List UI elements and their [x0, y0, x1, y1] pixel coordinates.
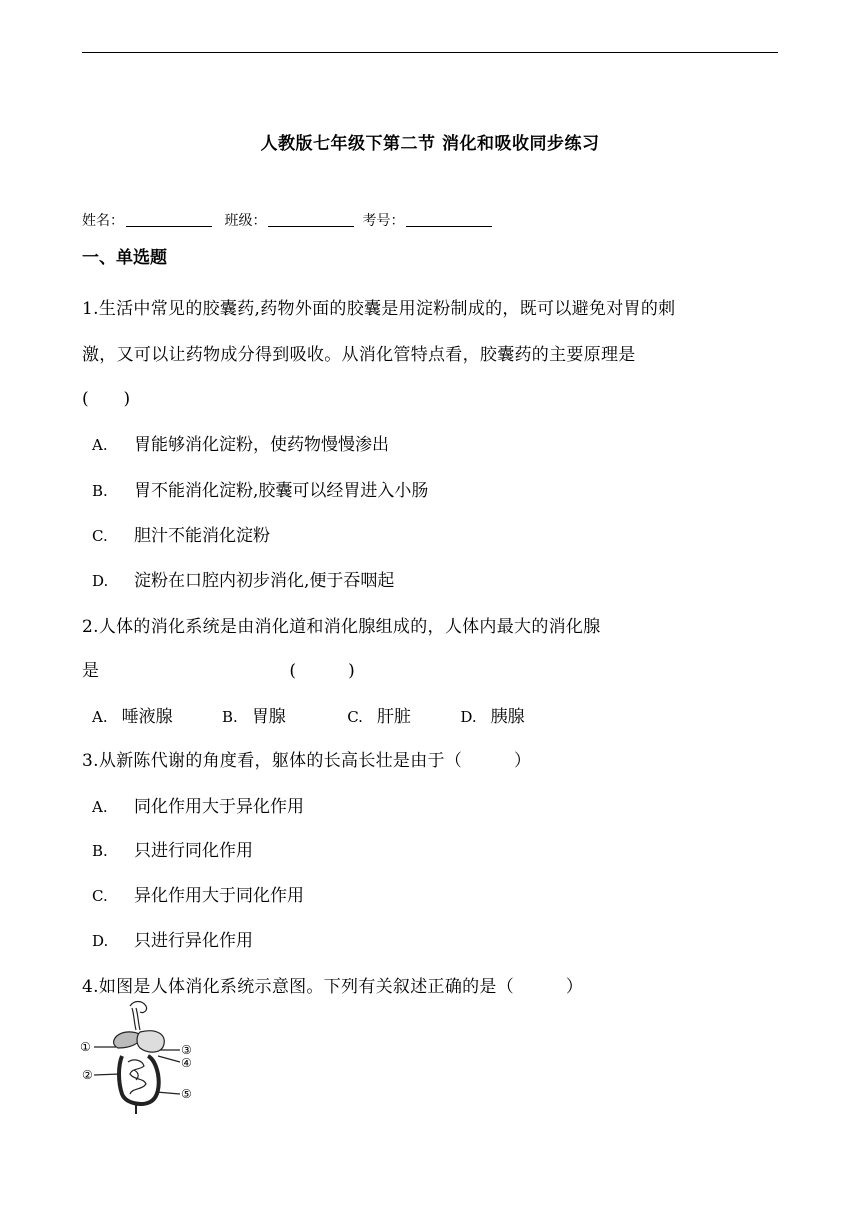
option-text: 只进行同化作用	[134, 841, 253, 861]
class-blank[interactable]	[268, 212, 354, 227]
option-label: D.	[92, 932, 109, 950]
section-title: 一、单选题	[82, 248, 167, 268]
option-label: C.	[347, 708, 363, 726]
option-label: B.	[92, 482, 108, 500]
option-text: 淀粉在口腔内初步消化,便于吞咽起	[134, 571, 395, 591]
option-text: 异化作用大于同化作用	[134, 886, 304, 906]
option-text: 肝脏	[376, 707, 411, 727]
q1-stem-line1: 1.生活中常见的胶囊药,药物外面的胶囊是用淀粉制成的，既可以避免对胃的刺	[82, 299, 676, 319]
q1-option-d[interactable]	[92, 566, 394, 591]
student-info-line	[82, 210, 500, 230]
q2-options-row	[92, 702, 569, 727]
q3-option-d[interactable]	[92, 926, 253, 951]
q2-stem-line2	[82, 656, 355, 681]
digestive-system-diagram	[78, 1000, 198, 1118]
exam-label: 考号：	[362, 213, 405, 229]
q1-option-a[interactable]	[92, 430, 389, 455]
q2-option-c[interactable]	[347, 707, 433, 727]
q2-option-b[interactable]	[222, 707, 308, 727]
q2-stem-line2-start: 是	[82, 661, 100, 681]
diagram-label-2: ②	[82, 1068, 93, 1082]
option-text: 胰腺	[490, 707, 525, 727]
option-label: A.	[92, 436, 108, 454]
option-text: 同化作用大于异化作用	[134, 797, 304, 817]
option-text: 胃能够消化淀粉，使药物慢慢渗出	[134, 435, 389, 455]
exam-blank[interactable]	[406, 212, 492, 227]
q3-stem-line1: 3.从新陈代谢的角度看，躯体的长高长壮是由于（ ）	[82, 751, 532, 771]
option-label: B.	[92, 842, 108, 860]
option-text: 胆汁不能消化淀粉	[134, 526, 270, 546]
option-label: B.	[222, 708, 238, 726]
name-blank[interactable]	[126, 212, 212, 227]
diagram-label-1: ①	[80, 1040, 91, 1054]
option-text: 只进行异化作用	[134, 931, 253, 951]
option-label: A.	[92, 798, 108, 816]
q1-option-b[interactable]	[92, 476, 428, 501]
header-rule	[82, 52, 778, 53]
class-label: 班级：	[224, 213, 267, 229]
option-label: C.	[92, 887, 108, 905]
name-label: 姓名：	[82, 213, 124, 229]
q3-option-c[interactable]	[92, 881, 304, 906]
q1-stem-line2: 激，又可以让药物成分得到吸收。从消化管特点看，胶囊药的主要原理是	[82, 345, 636, 365]
option-label: D.	[460, 708, 477, 726]
option-text: 胃腺	[251, 707, 286, 727]
option-text: 唾液腺	[121, 707, 173, 727]
option-label: C.	[92, 527, 108, 545]
q1-option-c[interactable]	[92, 521, 270, 546]
page-title: 人教版七年级下第二节 消化和吸收同步练习	[260, 134, 600, 154]
q3-option-b[interactable]	[92, 836, 253, 861]
q2-option-a[interactable]	[92, 707, 195, 727]
diagram-label-5: ⑤	[181, 1087, 192, 1101]
diagram-label-3: ③	[181, 1043, 192, 1057]
q4-stem-line1: 4.如图是人体消化系统示意图。下列有关叙述正确的是（ ）	[82, 977, 584, 997]
q1-stem-line3: ( )	[82, 389, 131, 409]
q2-option-d[interactable]	[460, 707, 546, 727]
q2-stem-line1: 2.人体的消化系统是由消化道和消化腺组成的，人体内最大的消化腺	[82, 617, 601, 637]
diagram-label-4: ④	[181, 1056, 192, 1070]
q2-answer-bracket: ( )	[289, 661, 356, 681]
option-label: A.	[92, 708, 108, 726]
option-label: D.	[92, 572, 109, 590]
option-text: 胃不能消化淀粉,胶囊可以经胃进入小肠	[134, 481, 429, 501]
q3-option-a[interactable]	[92, 792, 304, 817]
